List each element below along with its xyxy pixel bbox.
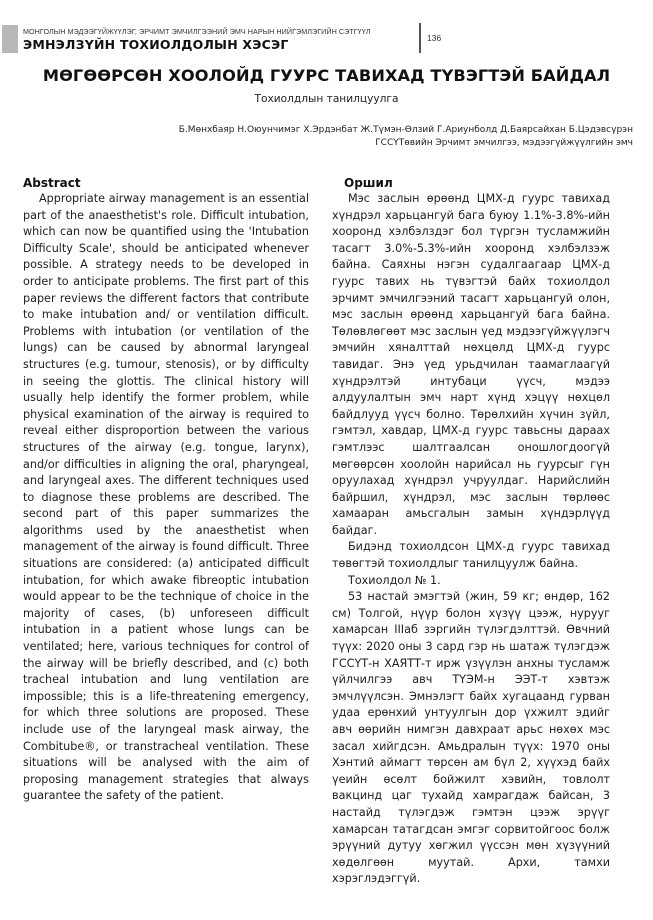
article-title: МӨГӨӨРСӨН ХООЛОЙД ГУУРС ТАВИХАД ТҮВЭГТЭЙ БАЙДАЛ	[42, 66, 611, 85]
intro-paragraph: Мэс заслын өрөөнд ЦМХ-д гуурс тавихад хүндрэл харьцангуй бага буюу 1.1%-3.8%-ийн хооронд хэлбэлздэг бол түргэн тусламжийн тасагт 3.0%-5.3%-ийн хооронд хэлбэлзэж байна. Саяхны нэгэн судалгаагаар ЦМХ-д гуурс тавих нь түвэгтэй байх тохиолдол эрчимт эмчилгээний тасагт харьцангуй олон, мэс заслын өрөөнд харьцангуй бага байна. Төлөвлөгөөт мэс заслын үед мэдээгүйжүүлэгч эмчийн хяналттай нөхцөлд ЦМХ-д гуурс тавидаг. Энэ үед урьдчилан таамаглаагүй хүндрэлтэй интубаци үүсч, мэдээ алдуулалтын эмч нарт хүнд хэцүү нөхцөл байдлууд үүсч болно. Төрөлхийн хүчин зүйл, гэмтэл, хавдар, ЦМХ-д гуурс тавьсны дараах гэмтлээс шалтгаалсан оношлогдоогүй мөгөөрсөн хоолойн нарийсал нь гуурсыг гүн оруулахад хүндрэл учруулдаг. Нарийслийн байршил, хүндрэл, мэс заслын төрлөөс хамааран амьсгалын замын хүндэрлүүд байдаг.	[332, 192, 610, 537]
intro-paragraph: Бидэнд тохиолдсон ЦМХ-д гуурс тавихад төвөгтэй тохиолдлыг танилцуулж байна.	[332, 540, 610, 571]
article-subtitle: Тохиолдлын танилцуулга	[254, 93, 399, 105]
case-description: 53 настай эмэгтэй (жин, 59 кг; өндөр, 162 см) Толгой, нүүр болон хүзүү цээж, нурууг хамарсан IIIаб зэргийн түлэгдэлттэй. Өвчний түүх: 2020 оны 3 сард гэр нь шатаж түлэгдэж ГССҮТ-н ХАЯТТ-т ирж үзүүлэн анхны тусламж үйлчилгээ авч ТҮЭМ-н ЭЭТ-т хэвтэж эмчлүүлсэн. Эмнэлэгт байх хугацаанд гурван удаа ерөнхий унтуулгын дор үхжилт эдийг авч өөрийн нимгэн давхраат арьс нөхөх мэс засал хийгдсэн. Амьдралын түүх: 1970 оны Хэнтий аймагт төрсөн ам бүл 2, хүүхэд байх үеийн өсөлт бойжилт хэвийн, товлолт вакцинд цаг тухайд хамрагдаж байсан, 3 настайд түлэгдэж гэмтэн цээж эрүүг хамарсан татагдсан эмгэг сорвитойгоос болж эрүүний дутуу хөгжил үүссэн мөн хүзүүний хөдөлгөөн муутай. Архи, тамхи хэрэглэдэггүй.	[332, 590, 610, 886]
affiliation: ГССҮТөвийн Эрчимт эмчилгээ, мэдээгүйжүүлгийн эмч	[375, 138, 633, 148]
journal-name: МОНГОЛЫН МЭДЭЭГҮЙЖҮҮЛЭГ, ЭРЧИМТ ЭМЧИЛГЭЭНИЙ ЭМЧ НАРЫН НИЙГЭМЛЭГИЙН СЭТГҮҮЛ	[23, 27, 371, 36]
page-number: 136	[427, 33, 442, 43]
introduction-heading: Оршил	[344, 176, 393, 190]
case-label: Тохиолдол № 1.	[348, 573, 441, 587]
author-list: Б.Мөнхбаяр Н.Оюунчимэг Х.Эрдэнбат Ж.Түмэн-Өлзий Г.Ариунболд Д.Баярсайхан Б.Цэдэвсүрэн	[178, 125, 633, 135]
abstract-column	[23, 175, 309, 805]
author-block	[179, 124, 633, 150]
section-title: ЭМНЭЛЗҮЙН ТОХИОЛДОЛЫН ХЭСЭГ	[23, 37, 289, 52]
header-logo-block	[2, 25, 18, 53]
header-divider	[419, 23, 421, 53]
abstract-heading: Abstract	[23, 176, 81, 190]
introduction-column	[332, 175, 610, 888]
abstract-text: Appropriate airway management is an essential part of the anaesthetist's role. Difficult intubation, which can now be quantified using the 'Intubation Difficulty Scale', should be anticipated whenever possible. A strategy needs to be developed in order to anticipate problems. The first part of this paper reviews the different factors that contribute to make intubation and/ or ventilation difficult. Problems with intubation (or ventilation of the lungs) can be caused by abnormal laryngeal structures (e.g. tumour, stenosis), or by difficulty in seeing the glottis. The clinical history will usually help identify the former problem, while physical examination of the airway is required to reveal either disproportion between the various structures of the airway (e.g. tongue, larynx), and/or difficulties in aligning the oral, pharyngeal, and laryngeal axes. The different techniques used to diagnose these problems are described. The second part of this paper summarizes the algorithms used by the anaesthetist when management of the airway is found difficult. Three situations are considered: (a) anticipated difficult intubation, for which awake fibreoptic intubation would appear to be the technique of choice in the majority of cases, (b) unforeseen difficult intubation in a patient whose lungs can be ventilated; here, various techniques for control of the airway will be briefly described, and (c) both tracheal intubation and lung ventilation are impossible; this is a life-threatening emergency, for which three solutions are proposed. These include use of the laryngeal mask airway, the Combitube®, or transtracheal ventilation. These situations will be analysed with the aim of proposing management strategies that always guarantee the safety of the patient.	[23, 192, 309, 803]
